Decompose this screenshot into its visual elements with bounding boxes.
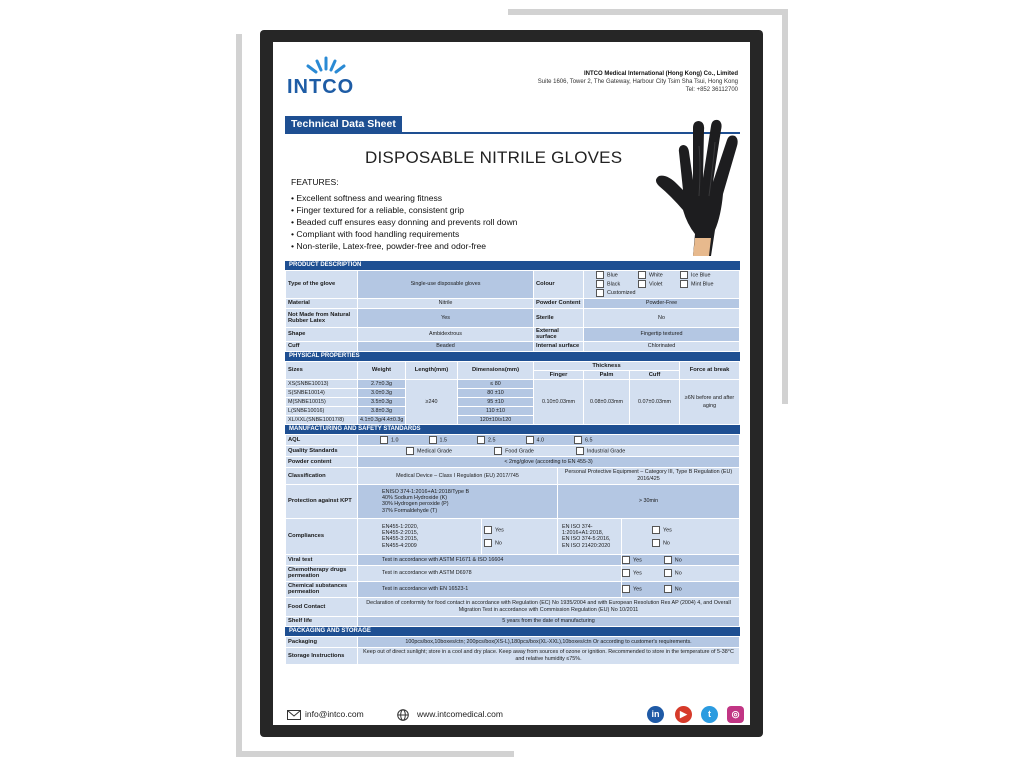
checkbox[interactable] xyxy=(638,280,646,288)
mail-icon xyxy=(287,710,301,720)
storage-label: Storage Instructions xyxy=(286,647,358,664)
dimension-cell: ≤ 80 xyxy=(458,379,534,388)
packaging-table xyxy=(285,636,740,665)
powder-content-value: < 2mg/glove (according to EN 455-3) xyxy=(358,456,740,467)
compliances-label: Compliances xyxy=(286,518,358,554)
chemo-value: Test in accordance with ASTM D6978 xyxy=(358,565,622,581)
size-cell: L(SNBE10016) xyxy=(286,406,358,415)
powder-value: Powder-Free xyxy=(584,299,740,309)
standards-table xyxy=(285,434,740,627)
powder-content-label: Powder content xyxy=(286,456,358,467)
viral-value: Test in accordance with ASTM F1671 & ISO 16604 xyxy=(358,554,622,565)
page-title: DISPOSABLE NITRILE GLOVES xyxy=(365,148,623,167)
latex-value: Yes xyxy=(358,309,534,328)
company-address: Suite 1606, Tower 2, The Gateway, Harbour City Tsim Sha Tsui, Hong Kong xyxy=(537,79,738,85)
weight-cell: 4.1±0.3g/4.4±0.3g xyxy=(358,415,406,424)
weight-cell: 3.0±0.3g xyxy=(358,388,406,397)
material-label: Material xyxy=(286,299,358,309)
material-value: Nitrile xyxy=(358,299,534,309)
viral-label: Viral test xyxy=(286,554,358,565)
weight-cell: 3.5±0.3g xyxy=(358,397,406,406)
size-cell: XS(SNBE10013) xyxy=(286,379,358,388)
palm-header: Palm xyxy=(584,370,630,379)
spec-tables xyxy=(285,261,740,665)
compliances-en455: EN455-1:2020, EN455-2:2015, EN455-3:2015, EN455-4:2009 xyxy=(358,518,482,554)
cuff-cell: 0.07±0.03mm xyxy=(630,379,680,424)
dimension-cell: 110 ±10 xyxy=(458,406,534,415)
shelf-value: 5 years from the date of manufacturing xyxy=(358,616,740,626)
compliances-en374: EN ISO 374-1:2016+A1:2018, EN ISO 374-5:2016, EN ISO 21420:2020 xyxy=(558,518,622,554)
classification-ppe: Personal Protective Equipment – Category III, Type B Regulation (EU) 2016/425 xyxy=(558,467,740,484)
weight-header: Weight xyxy=(358,361,406,379)
size-cell: S(SNBE10014) xyxy=(286,388,358,397)
sizes-header: Sizes xyxy=(286,361,358,379)
aql-label: AQL xyxy=(286,434,358,445)
cuff-header: Cuff xyxy=(630,370,680,379)
checkbox[interactable] xyxy=(494,447,502,455)
classification-medical: Medical Device – Class I Regulation (EU) 2017/745 xyxy=(358,467,558,484)
feature-item: • Non-sterile, Latex-free, powder-free and odor-free xyxy=(291,241,487,251)
palm-cell: 0.08±0.03mm xyxy=(584,379,630,424)
checkbox[interactable] xyxy=(477,436,485,444)
glove-image xyxy=(649,106,739,256)
logo-rays-icon xyxy=(295,54,357,76)
features-list xyxy=(291,176,517,252)
kpt-standards: ENISO 374-1:2016+A1:2018/Type B 40% Sodium Hydroxide (K) 30% Hydrogen peroxide (P) 37% Formaldehyde (T) xyxy=(358,484,558,518)
section-header-packaging: PACKAGING AND STORAGE xyxy=(285,627,740,636)
feature-item: • Excellent softness and wearing fitness xyxy=(291,193,443,203)
type-value: Single-use disposable gloves xyxy=(358,271,534,299)
decor-line-right xyxy=(782,9,788,404)
checkbox[interactable] xyxy=(484,526,492,534)
external-label: External surface xyxy=(534,328,584,342)
shelf-label: Shelf life xyxy=(286,616,358,626)
checkbox[interactable] xyxy=(622,556,630,564)
section-header-product: PRODUCT DESCRIPTION xyxy=(285,261,740,270)
type-label: Type of the glove xyxy=(286,271,358,299)
chemical-label: Chemical substances permeation xyxy=(286,581,358,597)
latex-label: Not Made from Natural Rubber Latex xyxy=(286,309,358,328)
cuff-value: Beaded xyxy=(358,341,534,351)
checkbox[interactable] xyxy=(638,271,646,279)
instagram-icon[interactable]: ◎ xyxy=(727,706,744,723)
kpt-value: > 30min xyxy=(558,484,740,518)
checkbox[interactable] xyxy=(596,271,604,279)
footer xyxy=(285,706,740,722)
compliances-en374-check: Yes No xyxy=(622,518,740,554)
checkbox[interactable] xyxy=(380,436,388,444)
quality-label: Quality Standards xyxy=(286,445,358,456)
dimension-cell: 80 ±10 xyxy=(458,388,534,397)
checkbox[interactable] xyxy=(664,556,672,564)
length-cell: ≥240 xyxy=(406,379,458,424)
decor-line-left xyxy=(236,34,242,757)
food-value: Declaration of conformity for food contact in accordance with Regulation (EC) No 1935/2004 and with European Resolution Res AP (2004) 4, and Overall Migration Test in accordance with Commission Regulation (EU) No 10/2011 xyxy=(358,597,740,616)
features-heading: FEATURES: xyxy=(291,177,339,187)
checkbox[interactable] xyxy=(622,585,630,593)
chemical-check: Yes No xyxy=(622,581,740,597)
weight-cell: 3.8±0.3g xyxy=(358,406,406,415)
feature-item: • Compliant with food handling requirements xyxy=(291,229,460,239)
compliances-en455-check: Yes No xyxy=(482,518,558,554)
checkbox[interactable] xyxy=(429,436,437,444)
finger-header: Finger xyxy=(534,370,584,379)
twitter-icon[interactable]: t xyxy=(701,706,718,723)
dimensions-header: Dimensions(mm) xyxy=(458,361,534,379)
cuff-label: Cuff xyxy=(286,341,358,351)
checkbox[interactable] xyxy=(652,539,660,547)
colour-label: Colour xyxy=(534,271,584,299)
checkbox[interactable] xyxy=(596,289,604,297)
force-cell: ≥6N before and after aging xyxy=(680,379,740,424)
chemo-label: Chemotherapy drugs permeation xyxy=(286,565,358,581)
shape-value: Ambidextrous xyxy=(358,328,534,342)
checkbox[interactable] xyxy=(484,539,492,547)
youtube-icon[interactable]: ▶ xyxy=(675,706,692,723)
product-table xyxy=(285,270,740,352)
checkbox[interactable] xyxy=(526,436,534,444)
company-block xyxy=(538,70,738,94)
colour-options: Blue White Ice Blue Black Violet Mint Blue Customized xyxy=(584,271,740,299)
section-header-standards: MANUFACTURING AND SAFETY STANDARDS xyxy=(285,425,740,434)
section-header-physical: PHYSICAL PROPERTIES xyxy=(285,352,740,361)
viral-check: Yes No xyxy=(622,554,740,565)
decor-line-bottom xyxy=(236,751,514,757)
packaging-label: Packaging xyxy=(286,636,358,647)
checkbox[interactable] xyxy=(680,280,688,288)
kpt-label: Protection against KPT xyxy=(286,484,358,518)
food-label: Food Contact xyxy=(286,597,358,616)
checkbox[interactable] xyxy=(596,280,604,288)
size-cell: XL/XXL(SNBE10017/8) xyxy=(286,415,358,424)
decor-line-top xyxy=(508,9,788,15)
length-header: Length(mm) xyxy=(406,361,458,379)
quality-options: Medical Grade Food Grade Industrial Grade xyxy=(358,445,740,456)
external-value: Fingertip textured xyxy=(584,328,740,342)
dimension-cell: 120±10/≥120 xyxy=(458,415,534,424)
dimension-cell: 95 ±10 xyxy=(458,397,534,406)
sterile-label: Sterile xyxy=(534,309,584,328)
checkbox[interactable] xyxy=(664,569,672,577)
company-tel: Tel: +852 36112700 xyxy=(685,87,738,93)
physical-table xyxy=(285,361,740,425)
aql-options: 1.0 1.5 2.5 4.0 6.5 xyxy=(358,434,740,445)
force-header: Force at break xyxy=(680,361,740,379)
powder-label: Powder Content xyxy=(534,299,584,309)
packaging-value: 100pcs/box,10boxes/ctn; 200pcs/box(XS-L),180pcs/box(XL-XXL),10boxes/ctn Or according to customer's requirements. xyxy=(358,636,740,647)
footer-email[interactable]: info@intco.com xyxy=(305,709,364,719)
checkbox[interactable] xyxy=(622,569,630,577)
linkedin-icon[interactable]: in xyxy=(647,706,664,723)
chemo-check: Yes No xyxy=(622,565,740,581)
globe-icon xyxy=(397,709,409,721)
shape-label: Shape xyxy=(286,328,358,342)
document-type-badge: Technical Data Sheet xyxy=(285,116,402,132)
feature-item: • Beaded cuff ensures easy donning and prevents roll down xyxy=(291,217,518,227)
company-name: INTCO Medical International (Hong Kong) Co., Limited xyxy=(584,71,738,77)
internal-label: Internal surface xyxy=(534,341,584,351)
thickness-header: Thickness xyxy=(534,361,680,370)
storage-value: Keep out of direct sunlight; store in a cool and dry place. Keep away from sources of ozone or ignition. Recommended to store in the temperature of 5-38°C and relative humidity ≤75%. xyxy=(358,647,740,664)
checkbox[interactable] xyxy=(680,271,688,279)
internal-value: Chlorinated xyxy=(584,341,740,351)
finger-cell: 0.10±0.03mm xyxy=(534,379,584,424)
feature-item: • Finger textured for a reliable, consistent grip xyxy=(291,205,465,215)
weight-cell: 2.7±0.3g xyxy=(358,379,406,388)
checkbox[interactable] xyxy=(652,526,660,534)
chemical-value: Test in accordance with EN 16523-1 xyxy=(358,581,622,597)
footer-website[interactable]: www.intcomedical.com xyxy=(417,709,503,719)
sterile-value: No xyxy=(584,309,740,328)
brand-name: INTCO xyxy=(287,76,355,98)
checkbox[interactable] xyxy=(406,447,414,455)
datasheet-page xyxy=(273,42,750,725)
classification-label: Classification xyxy=(286,467,358,484)
checkbox[interactable] xyxy=(574,436,582,444)
checkbox[interactable] xyxy=(576,447,584,455)
checkbox[interactable] xyxy=(664,585,672,593)
size-cell: M(SNBE10015) xyxy=(286,397,358,406)
